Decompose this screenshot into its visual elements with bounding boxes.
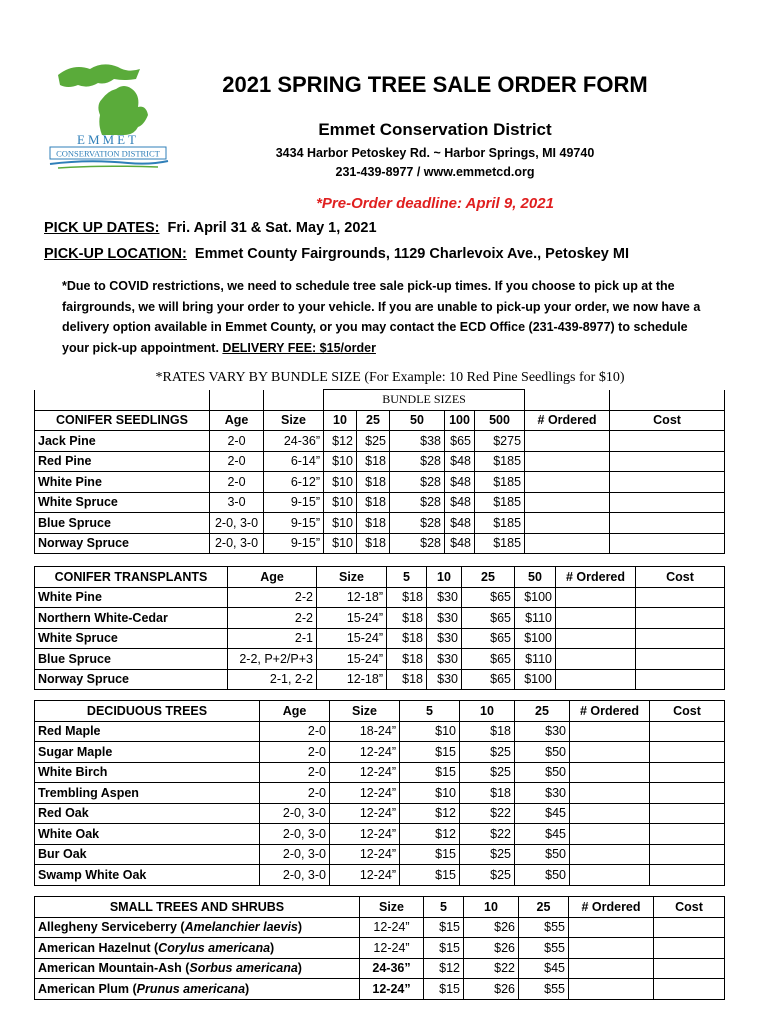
pickup-location-label: PICK-UP LOCATION:: [44, 246, 187, 262]
table-cell: $275: [475, 431, 525, 452]
table-cell: $10: [400, 783, 460, 804]
table-cell: $18: [460, 721, 515, 742]
table-cell: $12: [324, 431, 357, 452]
cost-input[interactable]: [650, 824, 725, 845]
species-name: Trembling Aspen: [35, 783, 260, 804]
table-cell: $26: [464, 917, 519, 938]
table-cell: 3-0: [210, 492, 264, 513]
seedlings-header-0: CONIFER SEEDLINGS: [35, 410, 210, 431]
table-cell: $12: [424, 958, 464, 979]
table-cell: $30: [515, 783, 570, 804]
table-cell: 15-24”: [317, 649, 387, 670]
transplants-header-3: 5: [387, 567, 427, 588]
table-cell: 12-24”: [330, 783, 400, 804]
ordered-input[interactable]: [569, 958, 654, 979]
table-cell: 6-12”: [264, 472, 324, 493]
table-row: [35, 587, 725, 608]
scientific-name: Sorbus americana: [189, 961, 298, 976]
table-cell: 12-24”: [330, 803, 400, 824]
table-cell: 2-1: [228, 628, 317, 649]
table-cell: $48: [445, 513, 475, 534]
species-name: White Pine: [35, 472, 210, 493]
table-cell: 2-2: [228, 587, 317, 608]
delivery-fee: DELIVERY FEE: $15/order: [222, 340, 376, 355]
michigan-shape-icon: [58, 64, 148, 135]
deciduous-header-7: Cost: [650, 701, 725, 722]
bundle-sizes-label: BUNDLE SIZES: [324, 390, 525, 411]
table-row: [35, 958, 725, 979]
deciduous-header-3: 5: [400, 701, 460, 722]
shrubs-header-5: # Ordered: [569, 897, 654, 918]
table-cell: $55: [519, 917, 569, 938]
table-cell: $10: [324, 472, 357, 493]
table-cell: $65: [462, 587, 515, 608]
table-cell: $18: [387, 649, 427, 670]
table-cell: $50: [515, 865, 570, 886]
table-row: [35, 492, 725, 513]
preorder-deadline: *Pre-Order deadline: April 9, 2021: [316, 195, 554, 212]
cost-input[interactable]: [610, 472, 725, 493]
page-title: 2021 SPRING TREE SALE ORDER FORM: [222, 72, 648, 97]
ordered-input[interactable]: [556, 628, 636, 649]
deciduous-header-4: 10: [460, 701, 515, 722]
table-cell: $65: [462, 608, 515, 629]
cost-input[interactable]: [650, 865, 725, 886]
transplants-header-2: Size: [317, 567, 387, 588]
table-row: [35, 669, 725, 690]
table-cell: 2-0, 3-0: [260, 865, 330, 886]
species-name: Jack Pine: [35, 431, 210, 452]
cost-input[interactable]: [610, 492, 725, 513]
transplants-header-6: 50: [515, 567, 556, 588]
table-row: [35, 844, 725, 865]
table-cell: $48: [445, 451, 475, 472]
cost-input[interactable]: [636, 669, 725, 690]
ordered-input[interactable]: [570, 824, 650, 845]
seedlings-header-9: Cost: [610, 410, 725, 431]
table-cell: 15-24”: [317, 628, 387, 649]
table-cell: 2-2: [228, 608, 317, 629]
table-cell: $185: [475, 513, 525, 534]
table-cell: $65: [462, 628, 515, 649]
deciduous-trees-table: [34, 700, 725, 886]
table-cell: 2-0: [210, 451, 264, 472]
table-row: [35, 721, 725, 742]
table-cell: $38: [390, 431, 445, 452]
species-name: Blue Spruce: [35, 513, 210, 534]
table-cell: $30: [515, 721, 570, 742]
table-cell: 24-36”: [264, 431, 324, 452]
table-cell: $55: [519, 979, 569, 1000]
table-row: [35, 608, 725, 629]
table-cell: $15: [400, 844, 460, 865]
pickup-dates-label: PICK UP DATES:: [44, 220, 160, 236]
table-row: [35, 451, 725, 472]
ordered-input[interactable]: [556, 669, 636, 690]
ordered-input[interactable]: [570, 783, 650, 804]
table-cell: $18: [460, 783, 515, 804]
table-row: [35, 865, 725, 886]
pickup-location: [44, 246, 629, 262]
table-cell: $30: [427, 608, 462, 629]
table-cell: 2-0: [210, 431, 264, 452]
table-cell: $28: [390, 451, 445, 472]
table-cell: $22: [460, 803, 515, 824]
cost-input[interactable]: [650, 742, 725, 763]
shrubs-header-4: 25: [519, 897, 569, 918]
table-cell: $18: [387, 608, 427, 629]
species-name: White Spruce: [35, 628, 228, 649]
seedlings-header-5: 50: [390, 410, 445, 431]
table-cell: 2-0: [260, 762, 330, 783]
shrubs-header-1: Size: [360, 897, 424, 918]
table-cell: 12-24”: [330, 844, 400, 865]
table-cell: 12-24”: [330, 762, 400, 783]
table-cell: $25: [357, 431, 390, 452]
cost-input[interactable]: [650, 803, 725, 824]
seedlings-header-8: # Ordered: [525, 410, 610, 431]
table-cell: 12-24”: [330, 865, 400, 886]
species-name: [35, 917, 360, 938]
common-name: Allegheny Serviceberry (: [38, 920, 185, 935]
paren-close: ): [245, 981, 250, 996]
ordered-input[interactable]: [570, 844, 650, 865]
table-cell: 2-0: [210, 472, 264, 493]
small-trees-shrubs-table: [34, 896, 725, 1000]
cost-input[interactable]: [610, 513, 725, 534]
species-name: Norway Spruce: [35, 533, 210, 554]
table-cell: $45: [519, 958, 569, 979]
seedlings-header-1: Age: [210, 410, 264, 431]
table-cell: $25: [460, 762, 515, 783]
table-cell: 2-0, 3-0: [260, 844, 330, 865]
pickup-dates: [44, 220, 377, 236]
seedlings-header-6: 100: [445, 410, 475, 431]
table-cell: $18: [387, 587, 427, 608]
table-cell: 2-0: [260, 783, 330, 804]
table-cell: $185: [475, 472, 525, 493]
table-row: [35, 824, 725, 845]
species-name: [35, 938, 360, 959]
table-cell: $10: [324, 533, 357, 554]
table-row: [35, 628, 725, 649]
table-row: [35, 979, 725, 1000]
table-cell: 12-24”: [330, 742, 400, 763]
ordered-input[interactable]: [569, 979, 654, 1000]
table-cell: $48: [445, 533, 475, 554]
table-cell: 2-0, 3-0: [210, 533, 264, 554]
transplants-header-8: Cost: [636, 567, 725, 588]
species-name: Red Maple: [35, 721, 260, 742]
ordered-input[interactable]: [570, 742, 650, 763]
address: 3434 Harbor Petoskey Rd. ~ Harbor Springs, MI 49740: [275, 146, 595, 160]
transplants-header-1: Age: [228, 567, 317, 588]
table-cell: $100: [515, 587, 556, 608]
table-cell: $18: [357, 492, 390, 513]
common-name: American Mountain-Ash (: [38, 961, 190, 976]
common-name: American Plum (: [38, 981, 137, 996]
species-name: White Birch: [35, 762, 260, 783]
shrubs-header-0: SMALL TREES AND SHRUBS: [35, 897, 360, 918]
pickup-location-value: Emmet County Fairgrounds, 1129 Charlevoix Ave., Petoskey MI: [194, 246, 629, 262]
table-row: [35, 938, 725, 959]
ordered-input[interactable]: [556, 587, 636, 608]
table-cell: 9-15”: [264, 492, 324, 513]
paren-close: ): [297, 920, 303, 935]
species-name: Red Oak: [35, 803, 260, 824]
scientific-name: Prunus americana: [136, 981, 246, 996]
seedlings-header-4: 25: [357, 410, 390, 431]
ordered-input[interactable]: [570, 721, 650, 742]
emmet-conservation-logo: [28, 55, 188, 175]
table-cell: $15: [400, 865, 460, 886]
transplants-header-0: CONIFER TRANSPLANTS: [35, 567, 228, 588]
species-name: Swamp White Oak: [35, 865, 260, 886]
table-cell: 9-15”: [264, 533, 324, 554]
scientific-name: Amelanchier laevis: [184, 920, 298, 935]
cost-input[interactable]: [654, 917, 725, 938]
table-row: [35, 762, 725, 783]
ordered-input[interactable]: [569, 917, 654, 938]
shrubs-header-2: 5: [424, 897, 464, 918]
ordered-input[interactable]: [556, 608, 636, 629]
table-cell: $25: [460, 844, 515, 865]
ordered-input[interactable]: [525, 513, 610, 534]
table-cell: 2-0: [260, 721, 330, 742]
ordered-input[interactable]: [525, 451, 610, 472]
seedlings-header-7: 500: [475, 410, 525, 431]
table-cell: 15-24”: [317, 608, 387, 629]
table-cell: 18-24”: [330, 721, 400, 742]
table-cell: $110: [515, 608, 556, 629]
table-cell: $18: [357, 513, 390, 534]
ordered-input[interactable]: [569, 938, 654, 959]
deciduous-header-5: 25: [515, 701, 570, 722]
table-cell: $10: [324, 492, 357, 513]
table-cell: $45: [515, 803, 570, 824]
shrubs-header-6: Cost: [654, 897, 725, 918]
cost-input[interactable]: [636, 628, 725, 649]
table-cell: $100: [515, 628, 556, 649]
table-cell: 2-0, 3-0: [210, 513, 264, 534]
table-cell: $15: [400, 742, 460, 763]
cost-input[interactable]: [610, 451, 725, 472]
species-name: Red Pine: [35, 451, 210, 472]
table-cell: $10: [400, 721, 460, 742]
table-cell: 9-15”: [264, 513, 324, 534]
table-cell: $26: [464, 938, 519, 959]
table-cell: $185: [475, 533, 525, 554]
seedlings-header-2: Size: [264, 410, 324, 431]
table-cell: $185: [475, 492, 525, 513]
shrubs-header-3: 10: [464, 897, 519, 918]
organization-name: Emmet Conservation District: [318, 120, 552, 139]
table-cell: 2-1, 2-2: [228, 669, 317, 690]
table-cell: $185: [475, 451, 525, 472]
table-row: [35, 649, 725, 670]
table-cell: $22: [464, 958, 519, 979]
table-cell: $50: [515, 762, 570, 783]
cost-input[interactable]: [610, 431, 725, 452]
seedlings-header-3: 10: [324, 410, 357, 431]
cost-input[interactable]: [636, 649, 725, 670]
table-cell: $18: [357, 451, 390, 472]
table-cell: $28: [390, 513, 445, 534]
table-cell: 12-18”: [317, 669, 387, 690]
cost-input[interactable]: [636, 608, 725, 629]
table-cell: 2-0: [260, 742, 330, 763]
ordered-input[interactable]: [570, 762, 650, 783]
table-row: [35, 431, 725, 452]
table-row: [35, 513, 725, 534]
table-cell: $10: [324, 513, 357, 534]
species-name: White Oak: [35, 824, 260, 845]
rates-note: *RATES VARY BY BUNDLE SIZE (For Example: 10 Red Pine Seedlings for $10): [155, 370, 625, 385]
table-cell: $18: [387, 628, 427, 649]
transplants-header-7: # Ordered: [556, 567, 636, 588]
species-name: Blue Spruce: [35, 649, 228, 670]
table-cell: $12: [400, 824, 460, 845]
cost-input[interactable]: [650, 762, 725, 783]
table-row: [35, 783, 725, 804]
table-cell: 2-2, P+2/P+3: [228, 649, 317, 670]
table-cell: $12: [400, 803, 460, 824]
table-cell: $110: [515, 649, 556, 670]
table-cell: $10: [324, 451, 357, 472]
scientific-name: Corylus americana: [158, 940, 271, 955]
table-cell: 2-0, 3-0: [260, 803, 330, 824]
ordered-input[interactable]: [556, 649, 636, 670]
table-cell: $15: [424, 979, 464, 1000]
contact-info: 231-439-8977 / www.emmetcd.org: [335, 165, 535, 179]
table-cell: $30: [427, 649, 462, 670]
table-cell: $30: [427, 669, 462, 690]
table-cell: $55: [519, 938, 569, 959]
table-cell: $30: [427, 628, 462, 649]
ordered-input[interactable]: [525, 492, 610, 513]
table-cell: $28: [390, 533, 445, 554]
table-cell: 12-24”: [360, 917, 424, 938]
species-name: Northern White-Cedar: [35, 608, 228, 629]
table-cell: $48: [445, 472, 475, 493]
table-cell: $65: [445, 431, 475, 452]
cost-input[interactable]: [654, 958, 725, 979]
water-wave-icon: [50, 161, 168, 164]
conifer-transplants-table: [34, 566, 725, 690]
table-cell: $15: [424, 938, 464, 959]
cost-input[interactable]: [654, 938, 725, 959]
covid-text: *Due to COVID restrictions, we need to schedule tree sale pick-up times. If you choose to pick up at the fairgrounds, we will bring your order to your vehicle. If you are unable to pick-up your order, we now have a delivery option available in Emmet County, or you may contact the ECD Office (231-439-8977) to schedule your pick-up appointment.: [62, 279, 701, 355]
table-cell: $50: [515, 742, 570, 763]
logo-text-top: EMMET: [77, 132, 139, 147]
table-cell: $28: [390, 492, 445, 513]
deciduous-header-6: # Ordered: [570, 701, 650, 722]
table-cell: $26: [464, 979, 519, 1000]
conifer-seedlings-table: [34, 389, 725, 554]
transplants-header-4: 10: [427, 567, 462, 588]
logo-text-bottom: CONSERVATION DISTRICT: [56, 148, 160, 159]
table-cell: $15: [424, 917, 464, 938]
species-name: White Pine: [35, 587, 228, 608]
cost-input[interactable]: [650, 844, 725, 865]
table-row: [35, 742, 725, 763]
table-row: [35, 472, 725, 493]
table-cell: $18: [387, 669, 427, 690]
table-cell: $18: [357, 533, 390, 554]
table-cell: $65: [462, 669, 515, 690]
ordered-input[interactable]: [525, 431, 610, 452]
table-cell: 2-0, 3-0: [260, 824, 330, 845]
cost-input[interactable]: [654, 979, 725, 1000]
table-cell: 12-18”: [317, 587, 387, 608]
table-cell: 12-24”: [360, 979, 424, 1000]
table-cell: $18: [357, 472, 390, 493]
table-cell: $15: [400, 762, 460, 783]
table-cell: $65: [462, 649, 515, 670]
ordered-input[interactable]: [570, 803, 650, 824]
common-name: American Hazelnut (: [38, 940, 159, 955]
table-cell: 12-24”: [330, 824, 400, 845]
table-cell: $25: [460, 742, 515, 763]
cost-input[interactable]: [610, 533, 725, 554]
table-cell: $48: [445, 492, 475, 513]
table-cell: 12-24”: [360, 938, 424, 959]
ordered-input[interactable]: [525, 472, 610, 493]
table-cell: $30: [427, 587, 462, 608]
species-name: Bur Oak: [35, 844, 260, 865]
cost-input[interactable]: [650, 721, 725, 742]
paren-close: ): [270, 940, 275, 955]
table-cell: $45: [515, 824, 570, 845]
table-cell: $50: [515, 844, 570, 865]
table-cell: $22: [460, 824, 515, 845]
deciduous-header-0: DECIDUOUS TREES: [35, 701, 260, 722]
cost-input[interactable]: [650, 783, 725, 804]
table-row: [35, 533, 725, 554]
table-cell: 24-36”: [360, 958, 424, 979]
table-cell: $100: [515, 669, 556, 690]
cost-input[interactable]: [636, 587, 725, 608]
table-row: [35, 803, 725, 824]
transplants-header-5: 25: [462, 567, 515, 588]
species-name: [35, 958, 360, 979]
covid-notice: [62, 276, 712, 358]
table-cell: $25: [460, 865, 515, 886]
pickup-dates-value: Fri. April 31 & Sat. May 1, 2021: [167, 220, 377, 236]
deciduous-header-2: Size: [330, 701, 400, 722]
species-name: Norway Spruce: [35, 669, 228, 690]
table-cell: $28: [390, 472, 445, 493]
ordered-input[interactable]: [570, 865, 650, 886]
species-name: [35, 979, 360, 1000]
paren-close: ): [297, 961, 302, 976]
species-name: Sugar Maple: [35, 742, 260, 763]
table-row: [35, 917, 725, 938]
deciduous-header-1: Age: [260, 701, 330, 722]
table-cell: 6-14”: [264, 451, 324, 472]
species-name: White Spruce: [35, 492, 210, 513]
ordered-input[interactable]: [525, 533, 610, 554]
